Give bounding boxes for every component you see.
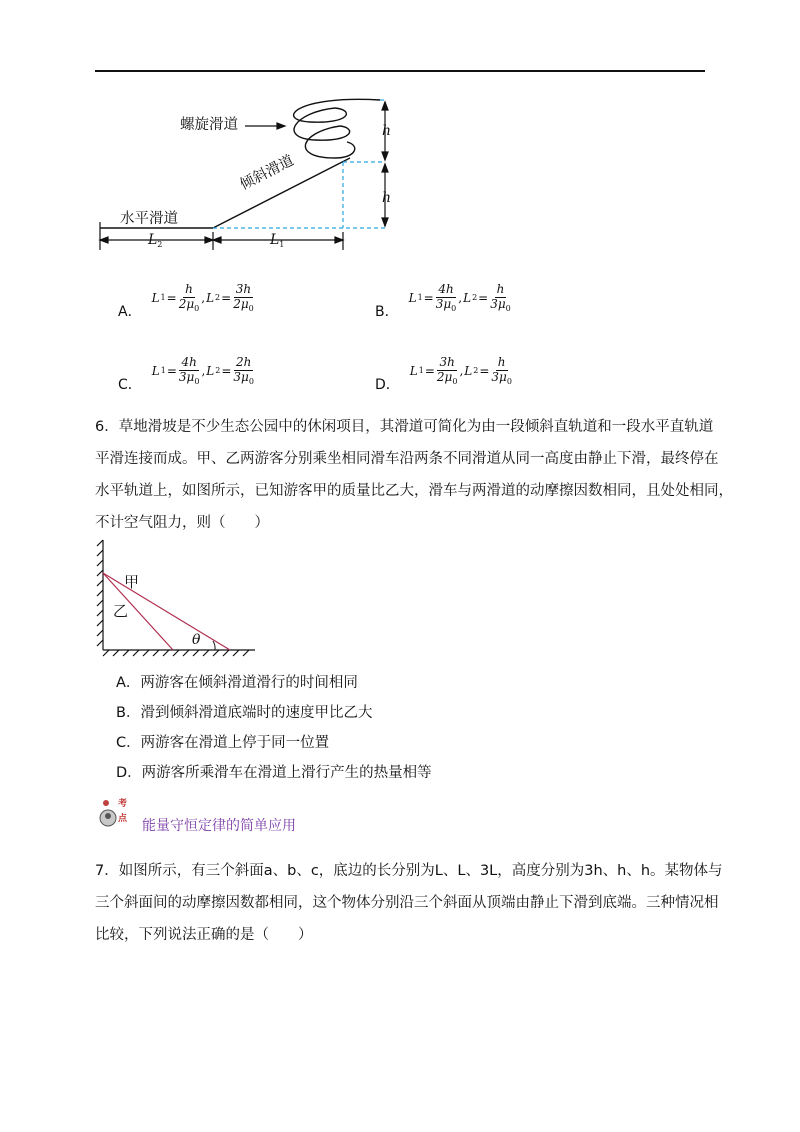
kaodian-badge-bottom: 点: [118, 814, 128, 824]
spiral-track: [294, 99, 380, 158]
q6-option-b: B．滑到倾斜滑道底端时的速度甲比乙大: [116, 705, 373, 721]
q6-line-3: 水平轨道上，如图所示，已知游客甲的质量比乙大，滑车与两滑道的动摩擦因数相同，且处处相同，: [95, 483, 733, 499]
q6-option-c: C．两游客在滑道上停于同一位置: [116, 735, 330, 751]
option-letter: B．: [375, 304, 399, 320]
option-formula: L 1 = $\frac{4h}{3\mu_0}$ , L 2 = $\frac{2h}{3\mu_0}$: [151, 355, 254, 386]
q5-option-d: [375, 348, 513, 394]
dim-h-top: h: [382, 123, 392, 139]
option-formula: L 1 = $\frac{3h}{2\mu_0}$ , L 2 = $\frac{h}{3\mu_0}$: [409, 355, 512, 386]
q5-option-c: [118, 348, 255, 394]
label-horizontal: 水平滑道: [120, 211, 178, 227]
q6-slope-figure: [95, 538, 260, 658]
kaodian-text: 能量守恒定律的简单应用: [142, 818, 296, 834]
option-formula: L 1 = $\frac{h}{2\mu_0}$ , L 2 = $\frac{3h}{2\mu_0}$: [151, 282, 254, 313]
dim-L1: $L_1$: [270, 232, 285, 249]
dim-h-bottom: h: [382, 190, 392, 206]
label-theta: θ: [192, 632, 201, 648]
q7-line-2: 三个斜面间的动摩擦因数都相同，这个物体分别沿三个斜面从顶端由静止下滑到底端。三种情况相: [95, 895, 719, 911]
option-letter: D．: [375, 377, 400, 393]
label-jia: 甲: [124, 573, 140, 591]
label-spiral: 螺旋滑道: [180, 117, 238, 133]
q5-option-a: [118, 275, 255, 321]
option-formula: L 1 = $\frac{4h}{3\mu_0}$ , L 2 = $\frac{h}{3\mu_0}$: [408, 282, 511, 313]
option-letter: C．: [118, 377, 142, 393]
label-incline: 倾斜滑道: [237, 152, 297, 194]
q6-option-d: D．两游客所乘滑车在滑道上滑行产生的热量相等: [116, 765, 432, 781]
kaodian-badge-top: 考: [118, 799, 128, 809]
label-yi: 乙: [113, 602, 129, 620]
q6-line-2: 平滑连接而成。甲、乙两游客分别乘坐相同滑车沿两条不同滑道从同一高度由静止下滑，最终停在: [95, 451, 719, 467]
q7-line-1: 7．如图所示，有三个斜面a、b、c，底边的长分别为L、L、3L，高度分别为3h、h、h。某物体与: [95, 863, 723, 879]
q6-line-4: 不计空气阻力，则（ ）: [95, 515, 269, 531]
header-rule: [95, 70, 705, 72]
q5-option-b: [375, 275, 512, 321]
q6-option-a: A．两游客在倾斜滑道滑行的时间相同: [116, 675, 358, 691]
q6-line-1: 6．草地滑坡是不少生态公园中的休闲项目，其滑道可简化为由一段倾斜直轨道和一段水平直轨道: [95, 419, 714, 435]
dim-L2: $L_2$: [148, 232, 163, 249]
q7-line-3: 比较，下列说法正确的是（ ）: [95, 927, 313, 943]
option-letter: A．: [118, 304, 142, 320]
